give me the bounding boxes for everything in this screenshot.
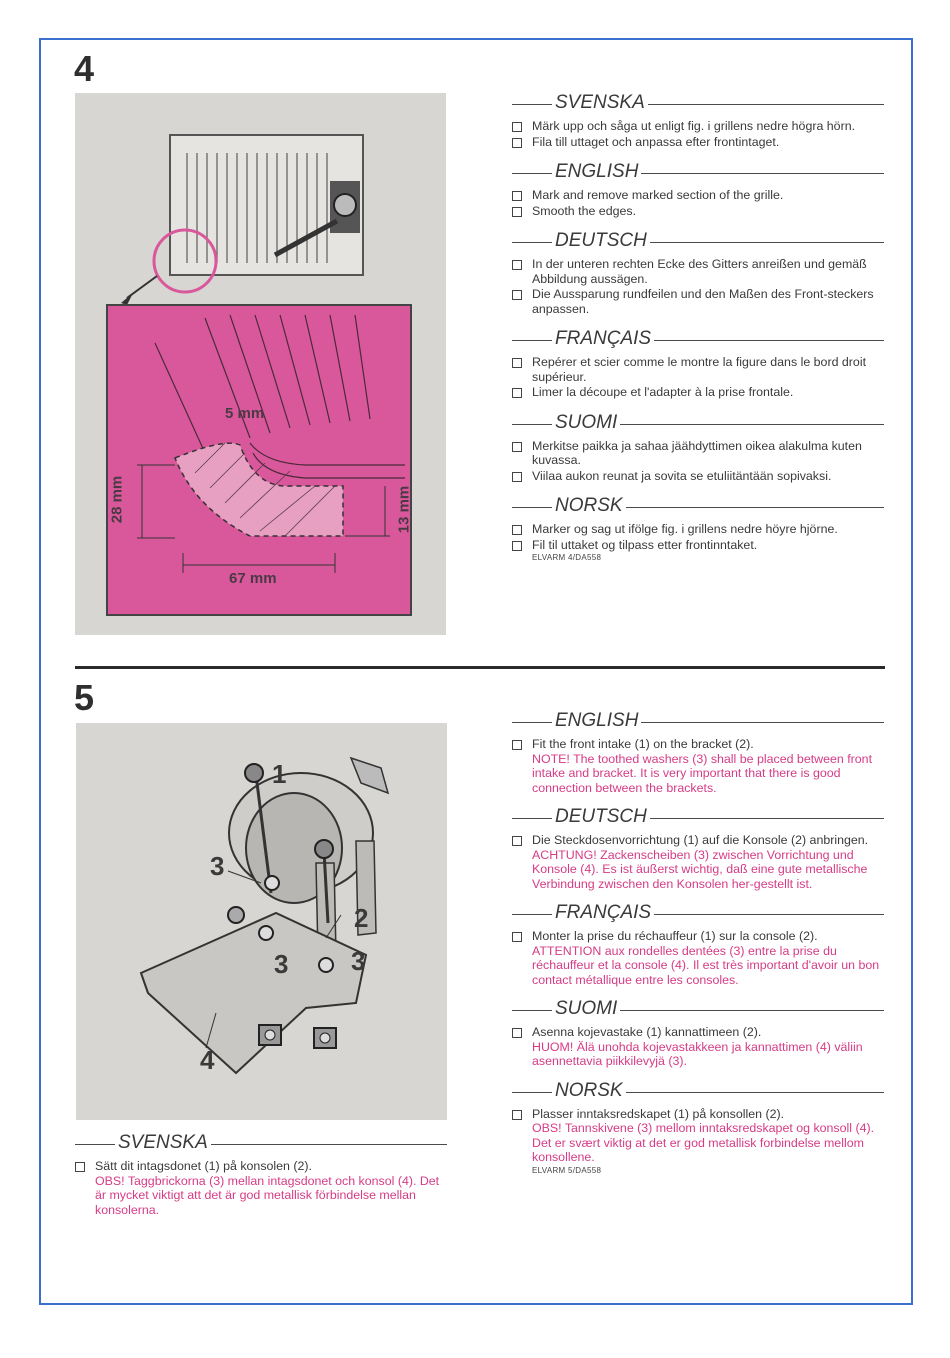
step5-svenska <box>75 1132 447 1218</box>
instruction-item <box>512 385 884 400</box>
instruction-note: OBS! Taggbrickorna (3) mellan intagsdonet och konsol (4). Det är mycket viktigt att det är god metallisk förbindelse mellan konsolerna. <box>95 1173 440 1217</box>
instruction-item <box>512 119 884 134</box>
instruction-note: HUOM! Älä unohda kojevastakkeen ja kannattimen (4) väliin asennettavia piikkilevyjä (3). <box>532 1039 863 1068</box>
instruction-text: Märk upp och såga ut enligt fig. i grillens nedre högra hörn. <box>532 119 856 133</box>
reference-code: ELVARM 5/DA558 <box>532 1165 602 1175</box>
checkbox-icon <box>512 290 522 300</box>
instruction-item <box>512 469 884 484</box>
dimension-67mm: 67 mm <box>229 570 277 587</box>
language-name: SVENSKA <box>115 1132 211 1154</box>
instruction-item <box>512 1107 884 1165</box>
callout-4: 4 <box>200 1045 215 1075</box>
instruction-item <box>512 538 884 553</box>
callout-3-middle: 3 <box>274 949 289 979</box>
checkbox-icon <box>75 1162 85 1172</box>
instruction-note: OBS! Tannskivene (3) mellom inntaksredskapet og konsoll (4). Det er svært viktig at det er god metallisk forbindelse mellom konsollene. <box>532 1121 875 1164</box>
language-heading <box>512 412 884 434</box>
language-name: DEUTSCH <box>552 230 650 252</box>
instruction-text: In der unteren rechten Ecke des Gitters anreißen und gemäß Abbildung aussägen. <box>532 257 867 286</box>
language-heading <box>512 902 884 924</box>
instruction-text: Fit the front intake (1) on the bracket (2). <box>532 737 754 751</box>
checkbox-icon <box>512 388 522 398</box>
grille-figure <box>75 93 446 635</box>
language-name: ENGLISH <box>552 710 641 732</box>
instruction-item <box>512 257 884 286</box>
instruction-text: Marker og sag ut ifölge fig. i grillens nedre höyre hjörne. <box>532 522 838 536</box>
callout-3-right: 3 <box>351 946 366 976</box>
step-number-4: 4 <box>74 48 95 89</box>
language-heading <box>75 1132 447 1154</box>
instruction-text: Repérer et scier comme le montre la figure dans le bord droit supérieur. <box>532 355 867 384</box>
instruction-item <box>512 188 884 203</box>
checkbox-icon <box>512 525 522 535</box>
step5-instructions <box>512 710 884 1175</box>
instruction-text: Limer la découpe et l'adapter à la prise frontale. <box>532 385 794 399</box>
instruction-item <box>512 287 884 316</box>
language-heading <box>512 806 884 828</box>
step-number-5: 5 <box>74 677 95 718</box>
instruction-text: Asenna kojevastake (1) kannattimeen (2). <box>532 1025 762 1039</box>
language-name: SVENSKA <box>552 92 648 114</box>
dimension-28mm: 28 mm <box>108 475 126 524</box>
checkbox-icon <box>512 932 522 942</box>
checkbox-icon <box>512 1028 522 1038</box>
bracket-figure <box>76 723 447 1120</box>
instruction-item <box>512 355 884 384</box>
instruction-text: Merkitse paikka ja sahaa jäähdyttimen oikea alakulma kuten kuvassa. <box>532 438 862 467</box>
instruction-text: Sätt dit intagsdonet (1) på konsolen (2). <box>95 1159 312 1173</box>
instruction-note: NOTE! The toothed washers (3) shall be placed between front intake and bracket. It is very important that there is good connection between the brackets. <box>532 751 873 795</box>
dimension-13mm: 13 mm <box>395 485 413 534</box>
instruction-text: Smooth the edges. <box>532 203 637 218</box>
instruction-text: Monter la prise du réchauffeur (1) sur la console (2). <box>532 929 818 943</box>
language-heading <box>512 998 884 1020</box>
checkbox-icon <box>512 541 522 551</box>
language-name: FRANÇAIS <box>552 328 654 350</box>
instruction-item <box>512 737 884 795</box>
checkbox-icon <box>512 740 522 750</box>
language-name: SUOMI <box>552 998 620 1020</box>
instruction-text: Fila till uttaget och anpassa efter frontintaget. <box>532 134 780 149</box>
instruction-text: Fil til uttaket og tilpass etter frontinntaket. <box>532 537 758 552</box>
language-heading <box>512 1080 884 1102</box>
language-heading <box>512 92 884 114</box>
callout-3-left: 3 <box>210 851 225 881</box>
checkbox-icon <box>512 836 522 846</box>
language-name: NORSK <box>552 495 626 517</box>
checkbox-icon <box>512 1110 522 1120</box>
instruction-text: Mark and remove marked section of the grille. <box>532 188 784 202</box>
language-name: DEUTSCH <box>552 806 650 828</box>
callout-1: 1 <box>272 759 287 789</box>
instruction-item <box>512 929 884 987</box>
instruction-item <box>512 522 884 537</box>
instruction-note: ACHTUNG! Zackenscheiben (3) zwischen Vorrichtung und Konsole (4). Es ist äußerst wichtig, daß eine gute metallische Verbindung zwischen den Konsolen her-gestellt ist. <box>532 847 868 891</box>
language-name: FRANÇAIS <box>552 902 654 924</box>
instruction-item <box>75 1159 447 1217</box>
language-heading <box>512 710 884 732</box>
instruction-text: Plasser inntaksredskapet (1) på konsollen (2). <box>532 1106 785 1121</box>
checkbox-icon <box>512 260 522 270</box>
checkbox-icon <box>512 122 522 132</box>
callout-2: 2 <box>354 903 369 933</box>
checkbox-icon <box>512 138 522 148</box>
language-heading <box>512 230 884 252</box>
instruction-note: ATTENTION aux rondelles dentées (3) entre la prise du réchauffeur et la console (4). Il est très important d'avoir un bon contact métallique entre les consoles. <box>532 943 880 987</box>
instruction-item <box>512 833 884 891</box>
language-heading <box>512 161 884 183</box>
language-heading <box>512 328 884 350</box>
instruction-text: Viilaa aukon reunat ja sovita se etuliitäntään sopivaksi. <box>532 468 832 483</box>
checkbox-icon <box>512 442 522 452</box>
language-name: ENGLISH <box>552 161 641 183</box>
checkbox-icon <box>512 472 522 482</box>
instruction-item <box>512 204 884 219</box>
instruction-text: Die Steckdosenvorrichtung (1) auf die Konsole (2) anbringen. <box>532 833 869 847</box>
checkbox-icon <box>512 191 522 201</box>
checkbox-icon <box>512 358 522 368</box>
instruction-text: Die Aussparung rundfeilen und den Maßen des Front-steckers anpassen. <box>532 287 874 316</box>
dimension-5mm: 5 mm <box>225 405 265 422</box>
step4-instructions <box>512 92 884 562</box>
instruction-item <box>512 135 884 150</box>
instruction-item <box>512 1025 884 1069</box>
language-name: NORSK <box>552 1080 626 1102</box>
language-name: SUOMI <box>552 412 620 434</box>
instruction-item <box>512 439 884 468</box>
reference-code: ELVARM 4/DA558 <box>532 553 602 562</box>
section-divider <box>75 666 885 669</box>
language-heading <box>512 495 884 517</box>
checkbox-icon <box>512 207 522 217</box>
